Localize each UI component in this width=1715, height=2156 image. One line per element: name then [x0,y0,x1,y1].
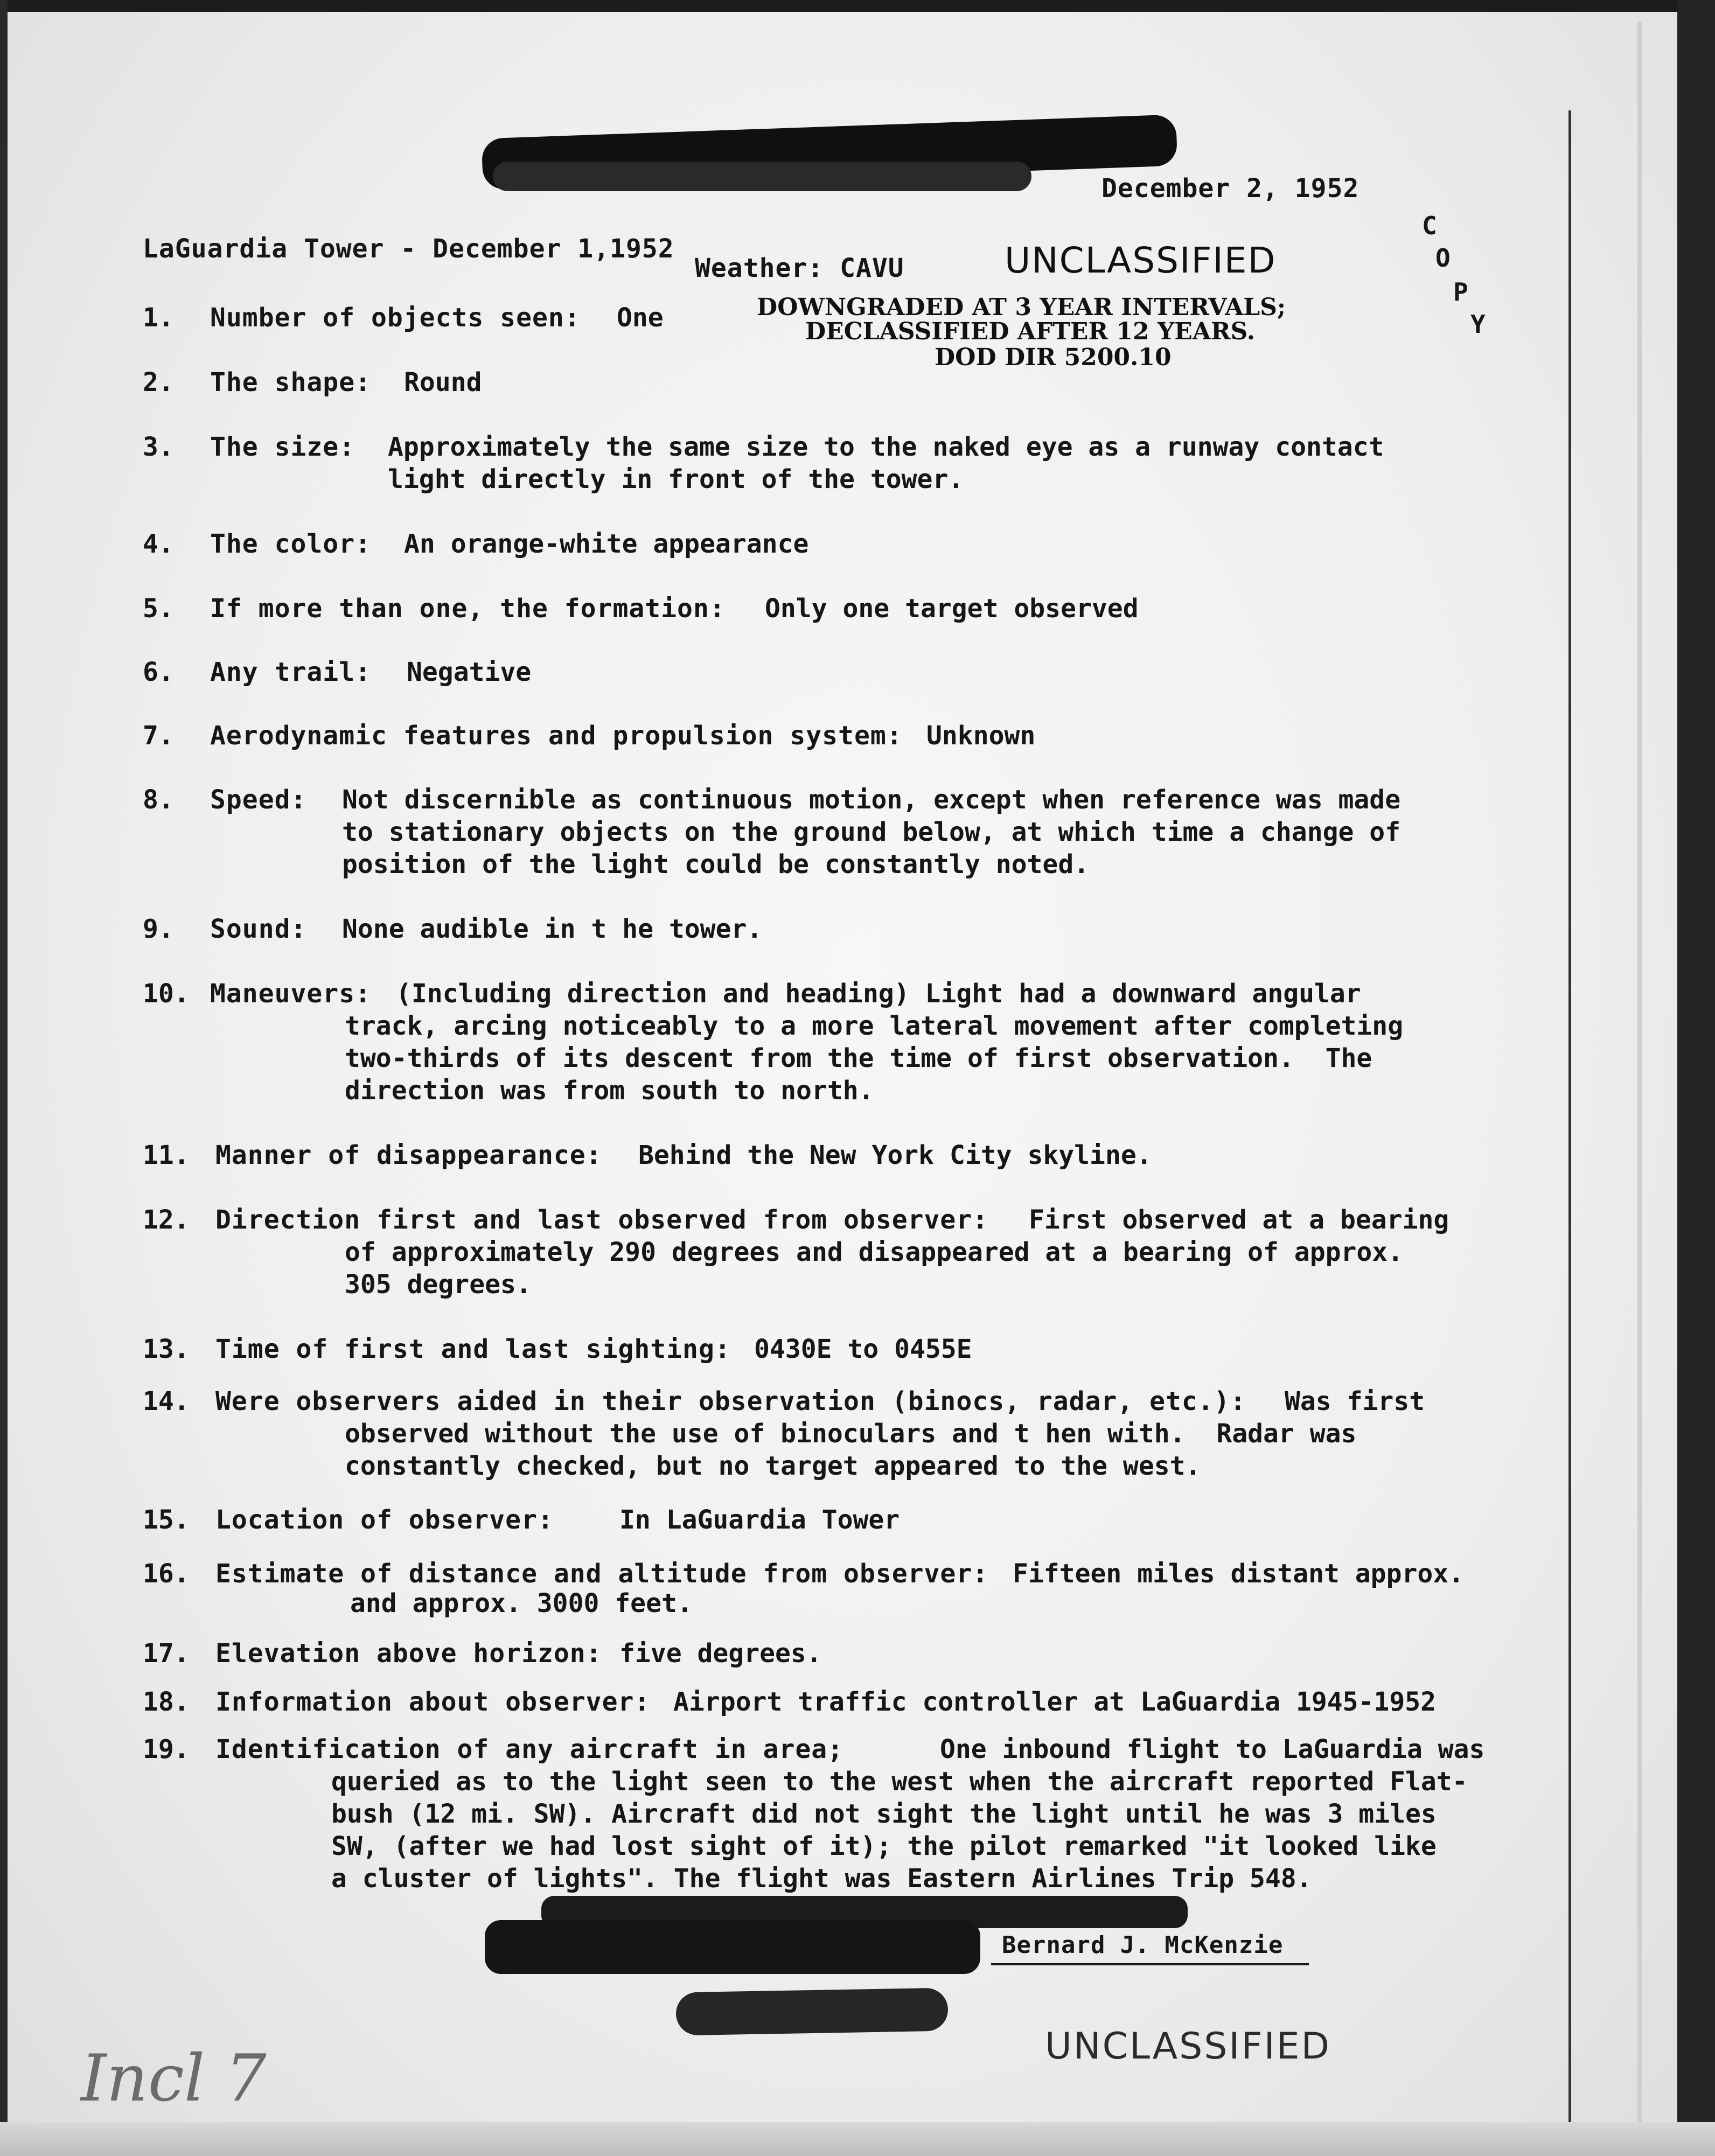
item-continuation: SW, (after we had lost sight of it); the pilot remarked "it looked like [331,1831,1437,1861]
redaction-bar-top-tail [493,162,1031,191]
item-answer: Behind the New York City skyline. [638,1140,1152,1170]
item-number: 17. [143,1638,190,1669]
redaction-bottom-smudge [675,1988,948,2036]
item-continuation: bush (12 mi. SW). Aircraft did not sight the light until he was 3 miles [331,1799,1437,1829]
item-label: Maneuvers: [210,979,371,1009]
item-label: Speed: [210,785,307,815]
item-label: Time of first and last sighting: [215,1334,731,1364]
handwritten-enclosure-note: Incl 7 [81,2041,267,2116]
item-number: 7. [143,721,174,751]
downgrade-stamp-line2: DECLASSIFIED AFTER 12 YEARS. [805,318,1256,345]
report-date: December 2, 1952 [1101,173,1360,204]
item-answer: An orange-white appearance [404,529,809,559]
copy-letter: Y [1470,310,1486,339]
item-continuation: position of the light could be constantly noted. [342,849,1090,880]
item-continuation: a cluster of lights". The flight was Eastern Airlines Trip 548. [331,1864,1312,1894]
item-answer: Round [404,367,482,397]
item-number: 4. [143,529,174,559]
item-continuation: direction was from south to north. [345,1076,874,1106]
item-answer: None audible in t he tower. [342,914,763,944]
item-answer: 0430E to 0455E [754,1334,972,1364]
item-answer: First observed at a bearing [1029,1205,1449,1235]
item-number: 5. [143,594,174,624]
item-number: 2. [143,367,174,397]
item-answer: One inbound flight to LaGuardia was [940,1734,1485,1764]
downgrade-stamp-line3: DOD DIR 5200.10 [935,344,1172,371]
item-label: Any trail: [210,657,371,687]
item-number: 3. [143,432,174,462]
report-source-line: LaGuardia Tower - December 1,1952 [143,234,674,264]
item-label: The color: [210,529,371,559]
item-continuation: queried as to the light seen to the west when the aircraft reported Flat- [331,1767,1468,1797]
item-continuation: light directly in front of the tower. [388,464,964,494]
item-label: Direction first and last observed from observer: [215,1205,989,1235]
item-label: Identification of any aircraft in area; [215,1734,844,1764]
item-number: 6. [143,657,174,687]
item-continuation: two-thirds of its descent from the time of first observation. The [345,1043,1372,1073]
scan-border-left [0,0,8,2156]
item-answer: Approximately the same size to the naked eye as a runway contact [388,432,1384,462]
item-number: 9. [143,914,174,944]
item-number: 14. [143,1386,190,1417]
item-number: 19. [143,1734,190,1764]
item-label: The shape: [210,367,371,397]
margin-rule [1568,110,1571,2146]
item-continuation: track, arcing noticeably to a more lateral movement after completing [345,1011,1404,1041]
item-answer: Airport traffic controller at LaGuardia 1945-1952 [673,1687,1437,1717]
item-continuation: 305 degrees. [345,1269,532,1300]
item-continuation: and approx. 3000 feet. [350,1588,693,1618]
item-number: 16. [143,1559,190,1589]
redaction-signature-block [485,1920,980,1974]
item-answer: Not discernible as continuous motion, except when reference was made [342,785,1401,815]
item-answer: One [617,303,664,333]
item-number: 1. [143,303,174,333]
item-number: 15. [143,1505,190,1535]
item-number: 8. [143,785,174,815]
item-answer: Negative [407,657,532,687]
item-continuation: constantly checked, but no target appeared to the west. [345,1451,1201,1481]
item-label: If more than one, the formation: [210,594,726,624]
signature-name: Bernard J. McKenzie [1002,1931,1284,1959]
item-number: 11. [143,1140,190,1170]
copy-letter: O [1435,243,1451,273]
signature-line [991,1963,1309,1965]
item-label: Aerodynamic features and propulsion system: [210,721,903,751]
item-label: Manner of disappearance: [215,1140,602,1170]
item-answer: Was first [1285,1386,1425,1417]
copy-letter: C [1422,211,1437,240]
item-label: Location of observer: [215,1505,554,1535]
item-answer: Unknown [926,721,1036,751]
item-label: The size: [210,432,355,462]
item-label: Elevation above horizon: [215,1638,602,1669]
scan-border-bottom [0,2122,1715,2156]
item-label: Estimate of distance and altitude from observer: [215,1559,989,1589]
scan-border-top [0,0,1715,12]
item-label: Were observers aided in their observation (binocs, radar, etc.): [215,1386,1246,1417]
classification-stamp-top: UNCLASSIFIED [1005,240,1277,281]
copy-letter: P [1453,277,1468,306]
item-label: Information about observer: [215,1687,651,1717]
item-label: Sound: [210,914,307,944]
item-answer: In LaGuardia Tower [619,1505,900,1535]
item-number: 12. [143,1205,190,1235]
downgrade-stamp-line1: DOWNGRADED AT 3 YEAR INTERVALS; [757,294,1286,321]
item-answer: (Including direction and heading) Light had a downward angular [396,979,1361,1009]
classification-stamp-bottom: UNCLASSIFIED [1045,2025,1331,2068]
item-number: 13. [143,1334,190,1364]
item-continuation: observed without the use of binoculars and t hen with. Radar was [345,1419,1357,1449]
item-number: 18. [143,1687,190,1717]
item-answer: Only one target observed [765,594,1139,624]
item-number: 10. [143,979,190,1009]
item-label: Number of objects seen: [210,303,581,333]
weather-line: Weather: CAVU [695,253,904,283]
item-answer: five degrees. [619,1638,822,1669]
scan-border-right [1677,0,1715,2156]
scan-border-right-inner [1637,22,1642,2156]
item-continuation: to stationary objects on the ground below, at which time a change of [342,817,1401,847]
item-answer: Fifteen miles distant approx. [1013,1559,1465,1589]
item-continuation: of approximately 290 degrees and disappeared at a bearing of approx. [345,1237,1404,1267]
